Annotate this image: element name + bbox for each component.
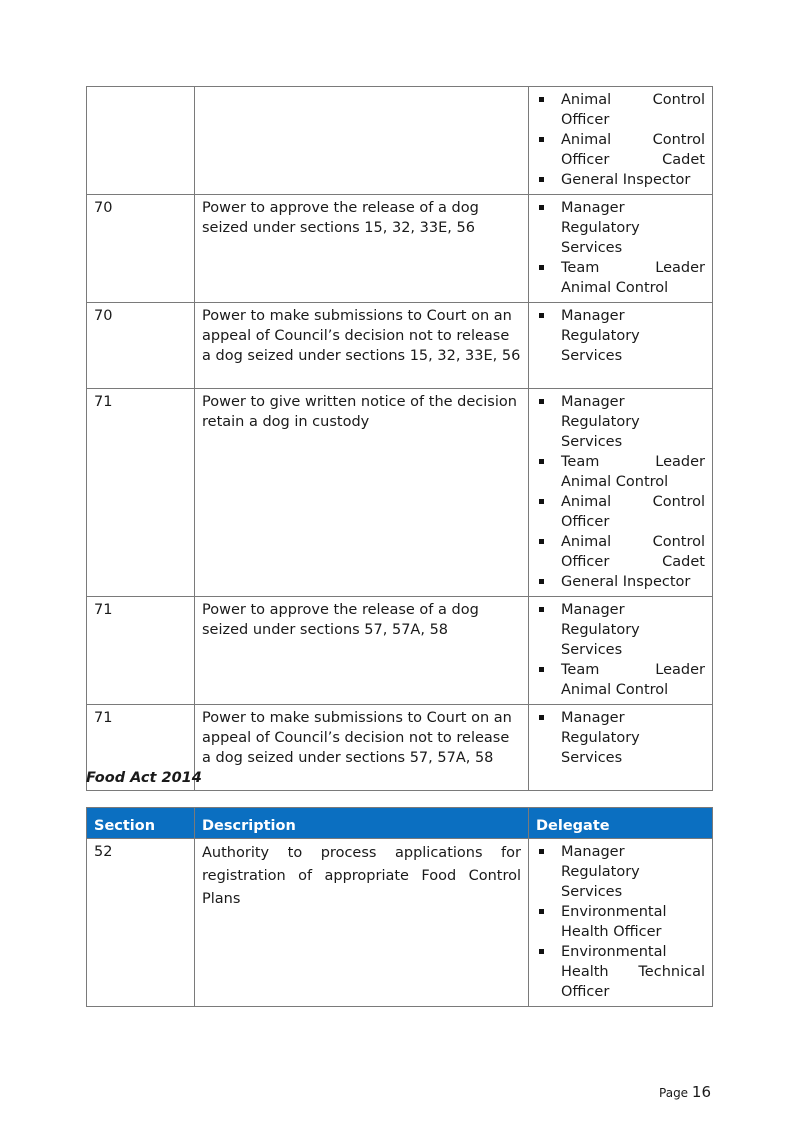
table-header-row: [87, 808, 713, 839]
delegate-item: Manager Regulatory Services: [536, 708, 705, 768]
page-label: Page: [659, 1086, 689, 1100]
table-row: [87, 597, 713, 705]
delegate-item: Animal Control Officer Cadet: [536, 532, 705, 572]
header-section: Section: [87, 808, 195, 839]
section-cell: 70: [87, 195, 195, 303]
delegate-item: Team Leader Animal Control: [536, 660, 705, 700]
delegate-item: Manager Regulatory Services: [536, 392, 705, 452]
header-delegate: Delegate: [529, 808, 713, 839]
delegate-item: Animal Control Officer: [536, 90, 705, 130]
section-cell: 71: [87, 705, 195, 791]
delegate-item: General Inspector: [536, 572, 705, 592]
section-heading-food-act: Food Act 2014: [86, 770, 202, 786]
section-cell: 70: [87, 303, 195, 389]
food-act-delegations-table: [86, 807, 713, 1007]
delegate-cell: [529, 87, 713, 195]
delegate-item: Animal Control Officer: [536, 492, 705, 532]
delegations-table-continued: [86, 86, 713, 791]
description-cell: Power to make submissions to Court on an appeal of Council’s decision not to release a dog seized under sections 57, 57A, 58: [195, 705, 529, 791]
description-cell: [195, 87, 529, 195]
description-cell: Authority to process applications for registration of appropriate Food Control Plans: [195, 839, 529, 1007]
page-number-value: 16: [691, 1083, 711, 1101]
header-description: Description: [195, 808, 529, 839]
delegate-cell: [529, 597, 713, 705]
delegate-cell: [529, 705, 713, 791]
description-cell: Power to make submissions to Court on an appeal of Council’s decision not to release a dog seized under sections 15, 32, 33E, 56: [195, 303, 529, 389]
section-cell: 52: [87, 839, 195, 1007]
description-cell: Power to approve the release of a dog seized under sections 57, 57A, 58: [195, 597, 529, 705]
delegate-cell: [529, 389, 713, 597]
table-row: [87, 303, 713, 389]
table-row: [87, 389, 713, 597]
page-number: [659, 1083, 711, 1101]
delegate-item: Manager Regulatory Services: [536, 842, 705, 902]
description-cell: Power to approve the release of a dog seized under sections 15, 32, 33E, 56: [195, 195, 529, 303]
delegate-cell: [529, 303, 713, 389]
delegate-item: General Inspector: [536, 170, 705, 190]
section-cell: 71: [87, 597, 195, 705]
table-row: [87, 839, 713, 1007]
delegate-item: Manager Regulatory Services: [536, 306, 705, 366]
delegate-item: Environmental Health Officer: [536, 902, 705, 942]
table-row: [87, 87, 713, 195]
section-cell: 71: [87, 389, 195, 597]
delegate-item: Team Leader Animal Control: [536, 452, 705, 492]
delegate-item: Team Leader Animal Control: [536, 258, 705, 298]
description-cell: Power to give written notice of the decision retain a dog in custody: [195, 389, 529, 597]
section-cell: [87, 87, 195, 195]
delegate-cell: [529, 195, 713, 303]
delegate-item: Manager Regulatory Services: [536, 600, 705, 660]
delegate-cell: [529, 839, 713, 1007]
delegate-item: Environmental Health Technical Officer: [536, 942, 705, 1002]
delegate-item: Manager Regulatory Services: [536, 198, 705, 258]
table-row: [87, 195, 713, 303]
delegate-item: Animal Control Officer Cadet: [536, 130, 705, 170]
